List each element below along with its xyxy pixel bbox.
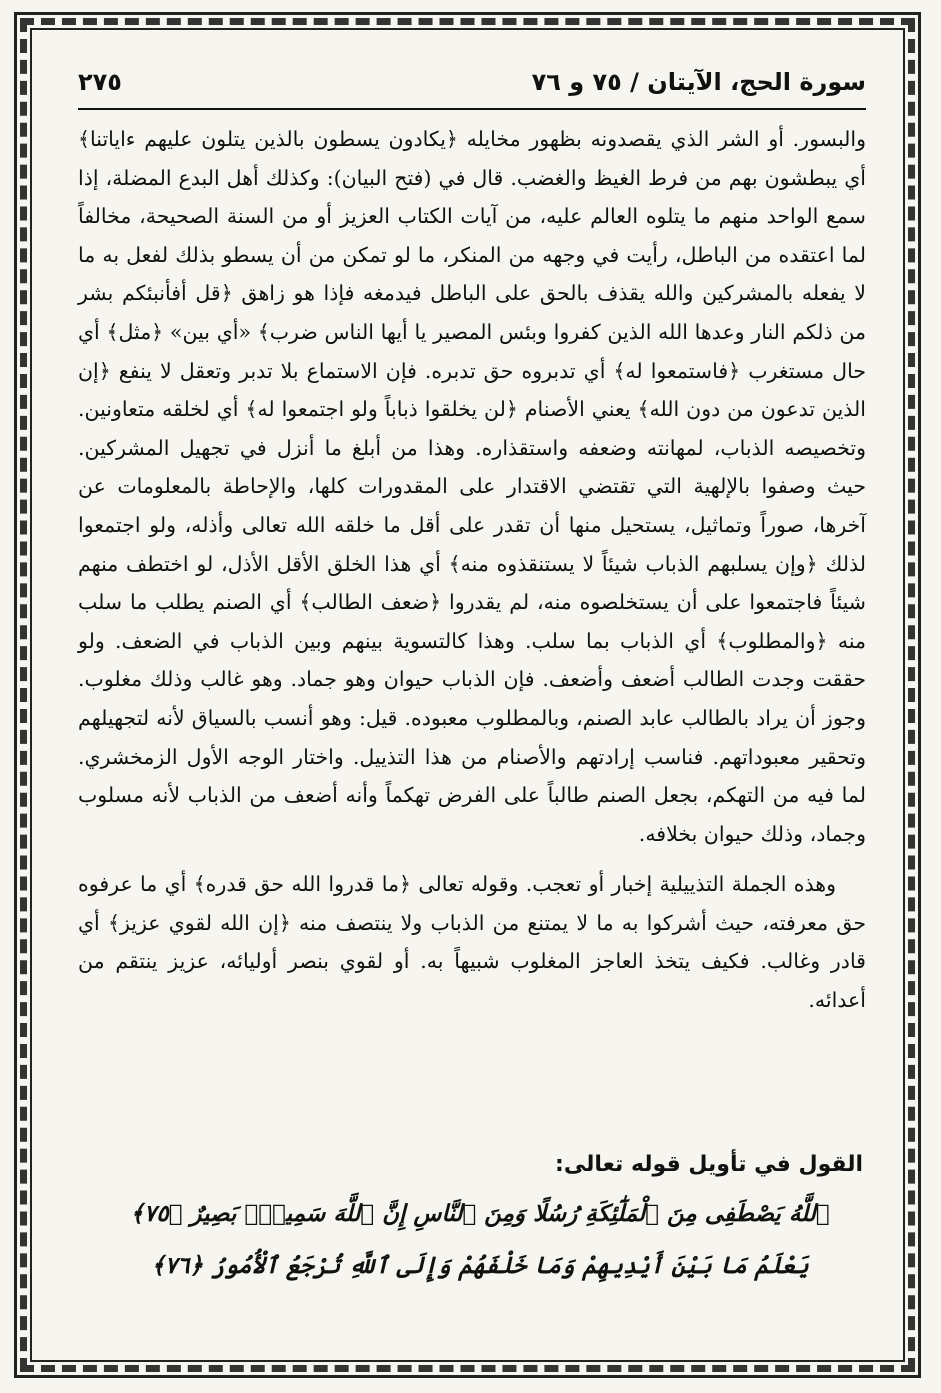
quran-verse-75: ٱللَّهُ يَصْطَفِى مِنَ ٱلْمَلَٰٓئِكَةِ رُسُلًا وَمِنَ ٱلنَّاسِ إِنَّ ٱللَّهَ سَمِيعٌۢ بَصِيرٌ ﴿٧٥﴾ bbox=[130, 1200, 830, 1227]
page-header bbox=[78, 64, 866, 104]
body-text bbox=[78, 120, 866, 1020]
paragraph: والبسور. أو الشر الذي يقصدونه بظهور مخايله ﴿يكادون يسطون بالذين يتلون عليهم ءاياتنا﴾ أي يبطشون بهم من فرط الغيظ والغضب. قال في (فتح البيان): وكذلك أهل البدع المضلة، إذا سمع الواحد منهم ما يتلوه العالم عليه، من آيات الكتاب العزيز أو من السنة الصحيحة، مخالفاً لما اعتقده من الباطل، رأيت في وجهه من المنكر، ما لو تمكن من أن يسطو بذلك لفعل به ما لا يفعله بالمشركين والله يقذف بالحق على الباطل فيدمغه فإذا هو زاهق ﴿قل أفأنبئكم بشر من ذلكم النار وعدها الله الذين كفروا وبئس المصير يا أيها الناس ضرب﴾ «أي بين» ﴿مثل﴾ أي حال مستغرب ﴿فاستمعوا له﴾ أي تدبروه حق تدبره. فإن الاستماع بلا تدبر وتعقل لا ينفع ﴿إن الذين تدعون من دون الله﴾ يعني الأصنام ﴿لن يخلقوا ذباباً ولو اجتمعوا له﴾ أي لخلقه متعاونين. وتخصيصه الذباب، لمهانته وضعفه واستقذاره. وهذا من أبلغ ما أنزل في تجهيل المشركين. حيث وصفوا بالإلهية التي تقتضي الاقتدار على المقدورات كلها، والإحاطة بالمعلومات عن آخرها، صوراً وتماثيل، يستحيل منها أن تقدر على أقل ما خلقه الله تعالى وأذله، ولو اجتمعوا لذلك ﴿وإن يسلبهم الذباب شيئاً لا يستنقذوه منه﴾ أي هذا الخلق الأقل الأذل، لو اختطف منهم شيئاً فاجتمعوا على أن يستخلصوه منه، لم يقدروا ﴿ضعف الطالب﴾ أي الصنم يطلب ما سلب منه ﴿والمطلوب﴾ أي الذباب بما سلب. وهذا كالتسوية بينهم وبين الذباب في الضعف. ولو حققت وجدت الطالب أضعف وأضعف. فإن الذباب حيوان وهو جماد. وهو غالب وذلك مغلوب. وجوز أن يراد بالطالب عابد الصنم، وبالمطلوب معبوده. قيل: وهو أنسب بالسياق لأنه لتجهيلهم وتحقير معبوداتهم. فناسب إرادتهم والأصنام من هذا التذييل. واختار الوجه الأول الزمخشري. لما فيه من التهكم، بجعل الصنم طالباً على الفرض تهكماً وأنه أضعف من الذباب لأنه مسلوب وجماد، وذلك حيوان بخلافه. bbox=[78, 127, 866, 846]
header-rule bbox=[78, 108, 866, 110]
page-number: ٢٧٥ bbox=[78, 68, 122, 96]
running-title: سورة الحج، الآيتان / ٧٥ و ٧٦ bbox=[531, 68, 866, 96]
quran-verse-76: يَعْلَمُ مَا بَيْنَ أَيْدِيهِمْ وَمَا خَلْفَهُمْ وَإِلَى ٱللَّهِ تُرْجَعُ ٱلْأُمُورُ ﴿٧٦﴾ bbox=[151, 1252, 809, 1279]
section-heading: القول في تأويل قوله تعالى: bbox=[555, 1152, 863, 1177]
paragraph: وهذه الجملة التذييلية إخبار أو تعجب. وقوله تعالى ﴿ما قدروا الله حق قدره﴾ أي ما عرفوه حق معرفته، حيث أشركوا به ما لا يمتنع من الذباب ولا ينتصف منه ﴿إن الله لقوي عزيز﴾ أي قادر وغالب. فكيف يتخذ العاجز المغلوب شبيهاً به. أو لقوي بنصر أوليائه، عزيز ينتقم من أعدائه. bbox=[78, 872, 866, 1013]
